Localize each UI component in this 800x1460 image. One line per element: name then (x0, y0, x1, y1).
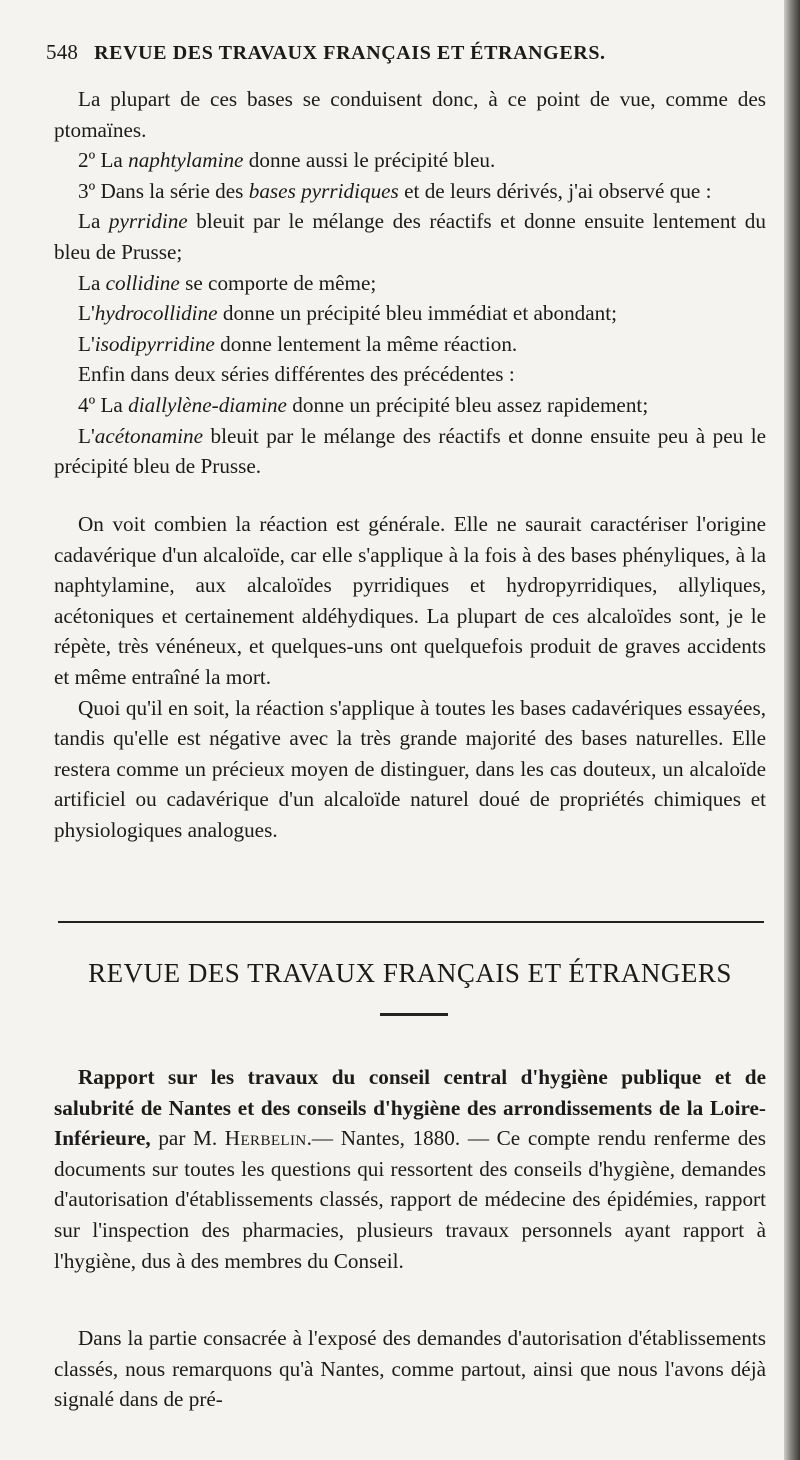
paragraph: 4º La diallylène-diamine donne un précipité bleu assez rapidement; (78, 392, 649, 417)
paragraph: 2º La naphtylamine donne aussi le précipité bleu. (78, 148, 496, 173)
section-divider (58, 921, 764, 923)
title-underline (380, 1013, 448, 1016)
compound-term: naphtylamine (128, 148, 244, 173)
body-block-reactions (54, 84, 766, 482)
compound-term: bases pyrridiques (248, 178, 399, 203)
body-block-review (54, 1323, 766, 1415)
page-edge-shadow (784, 0, 800, 1460)
body-block-conclusion (54, 509, 766, 846)
compound-term: collidine (105, 270, 180, 295)
compound-term: isodipyrridine (94, 331, 215, 356)
running-title: REVUE DES TRAVAUX FRANÇAIS ET ÉTRANGERS. (94, 42, 606, 64)
paragraph: Enfin dans deux séries différentes des précédentes : (78, 362, 515, 387)
paragraph: Dans la partie consacrée à l'exposé des demandes d'autorisation d'établissements classés, nous remarquons qu'à Nantes, comme partout, ainsi que nous l'avons déjà signalé dans de pré- (54, 1326, 766, 1412)
paragraph: La pyrridine bleuit par le mélange des réactifs et donne ensuite lentement du bleu de Prusse; (54, 209, 766, 264)
running-header (46, 40, 766, 65)
paragraph: Quoi qu'il en soit, la réaction s'applique à toutes les bases cadavériques essayées, tandis qu'elle est négative avec la très grande majorité des bases naturelles. Elle restera comme un précieux moyen de distinguer, dans les cas douteux, un alcaloïde artificiel ou cadavérique d'un alcaloïde naturel doué de propriétés chimiques et physiologiques analogues. (54, 695, 766, 842)
compound-term: hydrocollidine (94, 301, 218, 326)
paragraph: La plupart de ces bases se conduisent donc, à ce point de vue, comme des ptomaïnes. (54, 87, 766, 142)
paragraph: On voit combien la réaction est générale. Elle ne saurait caractériser l'origine cadavérique d'un alcaloïde, car elle s'applique à la fois à des bases phényliques, à la naphtylamine, aux alcaloïdes pyrridiques et hydropyrridiques, allyliques, acétoniques et certainement aldéhydiques. La plupart de ces alcaloïdes sont, je le répète, très vénéneux, et quelques-uns ont quelquefois produit de graves accidents et même entraîné la mort. (54, 512, 766, 689)
paragraph: 3º Dans la série des bases pyrridiques et de leurs dérivés, j'ai observé que : (78, 178, 712, 203)
compound-term: acétonamine (94, 423, 204, 448)
compound-term: diallylène-diamine (128, 392, 287, 417)
compound-term: pyrridine (108, 209, 188, 234)
page-number: 548 (46, 40, 79, 64)
section-title: REVUE DES TRAVAUX FRANÇAIS ET ÉTRANGERS (88, 958, 732, 988)
paragraph: L'isodipyrridine donne lentement la même réaction. (78, 331, 518, 356)
paragraph: L'hydrocollidine donne un précipité bleu immédiat et abondant; (78, 301, 618, 326)
review-entry (54, 1062, 766, 1276)
paragraph: La collidine se comporte de même; (78, 270, 377, 295)
review-title: Rapport sur les travaux du conseil central d'hygiène publique et de salubrité de Nantes et des conseils d'hygiène des arrondissements de la Loire-Inférieure, (54, 1065, 766, 1151)
paragraph: Rapport sur les travaux du conseil central d'hygiène publique et de salubrité de Nantes et des conseils d'hygiène des arrondissements de la Loire-Inférieure, par M. Herbelin.— Nantes, 1880. — Ce compte rendu renferme des documents sur toutes les questions qui ressortent des conseils d'hygiène, demandes d'autorisation d'établissements classés, rapport de médecine des épidémies, rapport sur l'inspection des pharmacies, plusieurs travaux personnels ayant rapport à l'hygiène, dus à des membres du Conseil. (54, 1065, 767, 1273)
paragraph: L'acétonamine bleuit par le mélange des réactifs et donne ensuite peu à peu le précipité bleu de Prusse. (54, 423, 766, 479)
author-name: Herbelin (224, 1126, 307, 1151)
